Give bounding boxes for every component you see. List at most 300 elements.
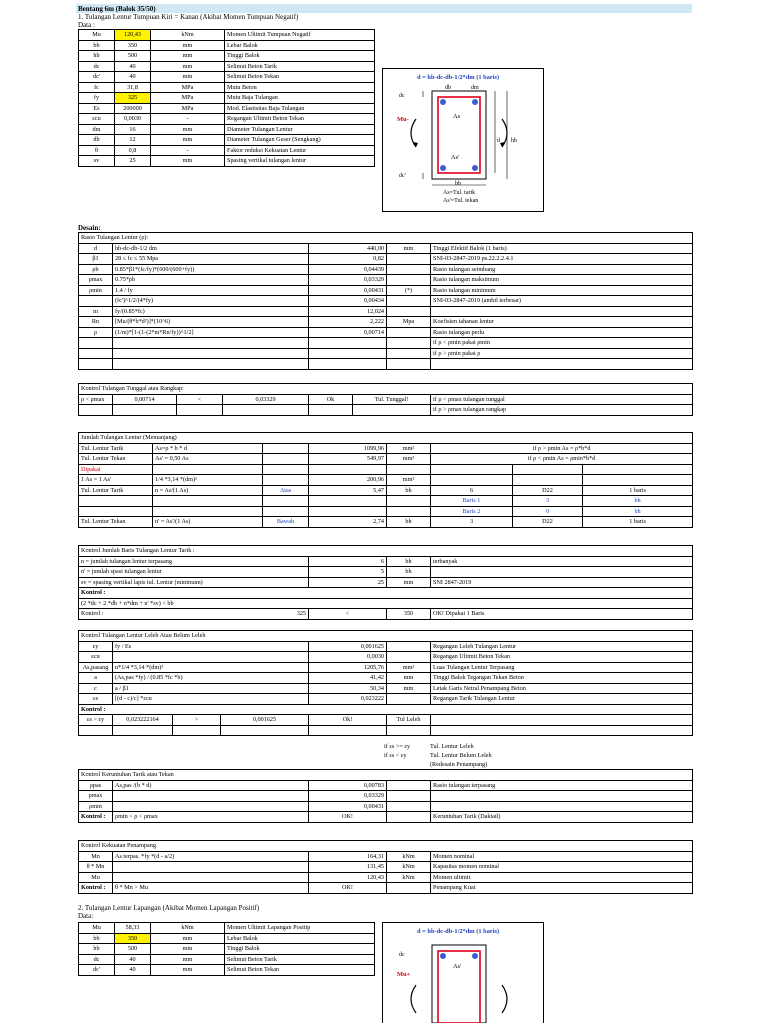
compression-rows: 1 baris [583, 517, 693, 528]
design-description: SNI-03-2847-2019 (ambil terbesar) [431, 296, 693, 307]
label-d: d [497, 138, 500, 144]
yield-formula: (As,pas *fy) / (0.85 *fc *b) [113, 673, 309, 684]
yield-symbol: a [79, 673, 113, 684]
data-unit: mm [151, 40, 225, 51]
failure-value: 0,03329 [309, 791, 387, 802]
design-value: 0,03329 [309, 275, 387, 286]
yield-control-label-row [79, 704, 693, 715]
data-row [79, 93, 375, 104]
spacing-count-value: 5 [309, 567, 387, 578]
used-label: Dipakai [79, 464, 153, 475]
data-row [79, 135, 375, 146]
failure-description [431, 801, 693, 812]
data-value: 0,8 [115, 145, 151, 156]
yield-row [79, 694, 693, 705]
diagram-2-formula: d = hb-dc-db-1/2*dm (1 baris) [417, 928, 500, 935]
single-bar-formula: 1/4 *3,14 *(dm)² [153, 475, 263, 486]
yield-value: 0,0030 [309, 652, 387, 663]
compression-rebar-unit: mm² [387, 454, 431, 465]
data-value: 40 [115, 965, 151, 976]
single-bar-unit: mm² [387, 475, 431, 486]
data-row [79, 933, 375, 944]
failure-description: Rasio tulangan terpasang [431, 780, 693, 791]
diagram-2-label-mu-pos: Mu+ [397, 971, 411, 978]
data-value: 31,8 [115, 82, 151, 93]
data-symbol: Mu [79, 30, 115, 41]
strength-check-table [78, 840, 693, 894]
strength-control-ok: OK! [309, 883, 387, 894]
design-note-1: if ρ < ρmin pakai ρmin [431, 338, 693, 349]
data-description: Regangan Ultimit Beton Tekan [225, 114, 375, 125]
yield-description: Regangan Ultimit Beton Tekan [431, 652, 693, 663]
bar-count-value: 6 [309, 556, 387, 567]
data-unit: mm [151, 51, 225, 62]
failure-title: Kontrol Keruntuhan Tarik atau Tekan [79, 770, 693, 781]
data-row [79, 51, 375, 62]
strength-formula [113, 872, 309, 883]
section-2-data-label: Data: [78, 912, 94, 920]
data-unit: mm [151, 944, 225, 955]
design-title-row [79, 233, 693, 244]
check-ok: Ok [309, 394, 353, 405]
data-value: 0,0030 [115, 114, 151, 125]
data-unit: mm [151, 933, 225, 944]
data-value: 500 [115, 944, 151, 955]
failure-symbol: ρmax [79, 791, 113, 802]
data-row [79, 124, 375, 135]
yield-symbol: c [79, 683, 113, 694]
design-value: 0,00431 [309, 285, 387, 296]
row-count-check-table [78, 545, 693, 620]
empty [431, 359, 693, 370]
yield-row [79, 662, 693, 673]
failure-control-formula: ρmin < ρ < ρmax [113, 812, 309, 823]
data-description: Mod. Elastisitas Baja Tulangan [225, 103, 375, 114]
empty [387, 359, 431, 370]
design-empty-row [79, 359, 693, 370]
data-unit: MPa [151, 93, 225, 104]
data-symbol: dc [79, 954, 115, 965]
data-symbol: Mu [79, 923, 115, 934]
yield-note-1-result: Tul. Lentur Leleh [430, 743, 474, 750]
design-symbol: ρb [79, 264, 113, 275]
check-note-2: if ρ > ρmax tulangan rangkap [431, 405, 693, 416]
design-row [79, 275, 693, 286]
design-formula: [Mu/(θ*b*d²)]*(10^6) [113, 317, 309, 328]
empty [387, 883, 431, 894]
data-unit: mm [151, 124, 225, 135]
design-row [79, 296, 693, 307]
yield-note-2-result: Tul. Lentur Belum Leleh [430, 752, 492, 759]
failure-title-row [79, 770, 693, 781]
data-row [79, 114, 375, 125]
design-symbol: ρmin [79, 285, 113, 296]
data-description: Mutu Baja Tulangan [225, 93, 375, 104]
empty [387, 780, 431, 791]
design-note-row [79, 348, 693, 359]
bar-count-label: n = jumlah tulangan lentur terpasang [79, 556, 309, 567]
data-symbol: θ [79, 145, 115, 156]
strength-description: Momen ultimit [431, 872, 693, 883]
yield-description: Regangan Leleh Tulangan Lentur [431, 641, 693, 652]
data-description: Mutu Beton [225, 82, 375, 93]
data-symbol: bb [79, 40, 115, 51]
yield-note-redesign: (Redesain Penampang) [430, 761, 488, 768]
yield-note-1-condition: if εs >= εy [384, 743, 411, 750]
legend-as: As=Tul. tarik [443, 190, 476, 196]
strength-symbol: Mn [79, 851, 113, 862]
sheet-title: Bentang 6m (Balok 35/50) [78, 5, 156, 13]
yield-unit: mm [387, 683, 431, 694]
design-description: SNI-03-2847-2019 ps.22.2.2.4.1 [431, 254, 693, 265]
data-row [79, 954, 375, 965]
strength-control-formula: θ * Mn > Mu [113, 883, 309, 894]
label-hb: hb [511, 138, 517, 144]
legend-as-prime: As'=Tul. tekan [443, 198, 479, 204]
design-unit: (*) [387, 285, 431, 296]
design-row [79, 243, 693, 254]
yield-row [79, 673, 693, 684]
check-condition: ρ < ρmax [79, 394, 113, 405]
label-dm: dm [471, 85, 479, 91]
yield-unit [387, 694, 431, 705]
design-table [78, 232, 693, 370]
data-value: 500 [115, 51, 151, 62]
strength-symbol: Mu [79, 872, 113, 883]
design-row [79, 327, 693, 338]
data-symbol: εcu [79, 114, 115, 125]
design-note-2: if ρ > ρmin pakai ρ [431, 348, 693, 359]
single-bar-label: 1 As = 1 As' [79, 475, 153, 486]
yield-unit: mm² [387, 662, 431, 673]
tension-count-formula: n = As/(1 As) [153, 485, 263, 496]
data-row [79, 103, 375, 114]
strength-formula: As terpas. *fy *(d - a/2) [113, 851, 309, 862]
vertical-spacing-label: sv = spasing vertikal lapis tul. Lentur (minimum) [79, 577, 309, 588]
design-symbol: Rn [79, 317, 113, 328]
data-description: Selimut Beton Tarik [225, 61, 375, 72]
check-note-1: if ρ < ρmax tulangan tunggal [431, 394, 693, 405]
tension-position: Atas [263, 485, 309, 496]
empty [309, 725, 387, 736]
strength-unit: kNm [387, 862, 431, 873]
yield-symbol: εs [79, 694, 113, 705]
design-symbol [79, 296, 113, 307]
design-label: Desain: [78, 224, 101, 232]
design-unit: mm [387, 243, 431, 254]
design-unit [387, 306, 431, 317]
empty [431, 725, 693, 736]
design-unit: Mpa [387, 317, 431, 328]
check-result: Tul. Tunggal! [353, 394, 431, 405]
design-formula: (1/m)*[1-(1-(2*m*Rn/fy))^1/2] [113, 327, 309, 338]
empty [79, 725, 113, 736]
design-row [79, 306, 693, 317]
yield-row [79, 652, 693, 663]
data-description: Momen Ultimit Lapangan Positip [225, 923, 375, 934]
strength-value: 120,43 [309, 872, 387, 883]
strength-control-row [79, 883, 693, 894]
data-unit: mm [151, 156, 225, 167]
failure-row [79, 801, 693, 812]
rebar-count-table [78, 432, 693, 528]
strength-row [79, 862, 693, 873]
bar-count-note: terbanyak [431, 556, 693, 567]
spacing-count-unit: bh [387, 567, 431, 578]
data-unit: mm [151, 72, 225, 83]
design-formula: 28 ≤ fc ≤ 55 Mpa [113, 254, 309, 265]
strength-value: 164,31 [309, 851, 387, 862]
yield-symbol: εy [79, 641, 113, 652]
title-highlight [76, 4, 692, 13]
failure-control-verdict: Keruntuhan Tarik (Daktail) [431, 812, 693, 823]
yield-value: 0,023222 [309, 694, 387, 705]
label-dc-prime: dc' [399, 173, 406, 179]
compression-rebar-formula: As' = 0,50 As [153, 454, 263, 465]
data-symbol: dm [79, 124, 115, 135]
data-description: Selimut Beton Tekan [225, 965, 375, 976]
section-2-title: 2. Tulangan Lentur Lapangan (Akibat Momen Lapangan Positif) [78, 904, 260, 912]
tension-rebar-note: if ρ > ρmin As = ρ*b*d [431, 443, 693, 454]
compression-count-value: 2,74 [309, 517, 387, 528]
single-double-title: Kontrol Tulangan Tunggal atau Rangkap: [79, 384, 693, 395]
yield-check-table [78, 630, 693, 736]
yield-unit [387, 652, 431, 663]
empty [387, 801, 431, 812]
yield-control-row [79, 715, 693, 726]
yield-empty-row [79, 725, 693, 736]
yield-ok: Ok! [309, 715, 387, 726]
check-value-2: 0,03329 [223, 394, 309, 405]
data-row [79, 30, 375, 41]
yield-note-2-condition: if εs < εy [384, 752, 407, 759]
yield-strain-value: 0,023222164 [113, 715, 173, 726]
label-as-prime: As' [451, 154, 460, 161]
design-formula: hb-dc-db-1/2 dm [113, 243, 309, 254]
label-bb: bb [455, 181, 461, 187]
failure-control-label: Kontrol : [79, 812, 113, 823]
label-as: As [453, 113, 461, 120]
row-1-unit: bh [583, 496, 693, 507]
strength-row [79, 851, 693, 862]
yield-formula: n*1/4 *3,14 *(dm)² [113, 662, 309, 673]
compression-bars-used: 3 [431, 517, 513, 528]
strength-unit: kNm [387, 872, 431, 883]
tension-rebar-formula: As=ρ * b * d [153, 443, 263, 454]
data-value: 40 [115, 61, 151, 72]
single-double-check-table [78, 383, 693, 416]
yield-value: 41,42 [309, 673, 387, 684]
compression-position: Bawah [263, 517, 309, 528]
data-value: 12 [115, 135, 151, 146]
data-description: Lebar Balok [225, 40, 375, 51]
design-unit [387, 264, 431, 275]
yield-condition: εs > εy [79, 715, 113, 726]
empty [387, 338, 431, 349]
design-symbol: d [79, 243, 113, 254]
design-value: 0,00714 [309, 327, 387, 338]
data-unit: mm [151, 61, 225, 72]
data-row [79, 944, 375, 955]
strength-row [79, 872, 693, 883]
row-control-verdict: OK! Dipakai 1 Baris [431, 609, 693, 620]
row-control-value-2: 350 [387, 609, 431, 620]
tension-count-unit: bh [387, 485, 431, 496]
yield-limit-value: 0,001625 [221, 715, 309, 726]
failure-symbol: ρmin [79, 801, 113, 812]
strength-control-verdict: Penampang Kuat [431, 883, 693, 894]
design-unit [387, 254, 431, 265]
empty [113, 348, 309, 359]
empty [309, 359, 387, 370]
design-symbol: β1 [79, 254, 113, 265]
tension-bars-used: 6 [431, 485, 513, 496]
diagram-formula: d = hb-dc-db-1/2*dm (1 baris) [417, 74, 500, 81]
data-table-2 [78, 922, 375, 976]
tension-count-value: 5,47 [309, 485, 387, 496]
data-symbol: fc [79, 82, 115, 93]
data-symbol: bb [79, 933, 115, 944]
data-description: Lebar Balok [225, 933, 375, 944]
data-symbol: Es [79, 103, 115, 114]
data-value: 16 [115, 124, 151, 135]
design-value: 0,04439 [309, 264, 387, 275]
data-value: 350 [115, 933, 151, 944]
yield-title-row [79, 631, 693, 642]
data-unit: kNm [151, 923, 225, 934]
yield-formula [113, 652, 309, 663]
empty [387, 725, 431, 736]
yield-symbol: εcu [79, 652, 113, 663]
vertical-spacing-unit: mm [387, 577, 431, 588]
failure-control-ok: OK! [309, 812, 387, 823]
strength-title: Kontrol Kekuatan Penampang [79, 841, 693, 852]
single-bar-area: 200,96 [309, 475, 387, 486]
data-description: Diameter Tulangan Lentur [225, 124, 375, 135]
data-description: Selimut Beton Tekan [225, 72, 375, 83]
design-title: Rasio Tulangan Lentur (ρ): [79, 233, 693, 244]
empty [387, 348, 431, 359]
section-1-title: 1. Tulangan Lentur Tumpuan Kiri = Kanan (Akibat Momen Tumpuan Negatif) [78, 13, 299, 21]
row-control-result-label: Kontrol : [81, 610, 104, 618]
row-2-label: Baris 2 [431, 506, 513, 517]
tension-rebar-label: Tul. Lentur Tarik [79, 443, 153, 454]
failure-control-row [79, 812, 693, 823]
data-unit: mm [151, 135, 225, 146]
yield-description: Regangan Tarik Tulangan Lentur [431, 694, 693, 705]
tension-rebar-area: 1099,96 [309, 443, 387, 454]
design-description: Rasio tulangan maksimum [431, 275, 693, 286]
yield-unit [387, 641, 431, 652]
design-symbol: ρ [79, 327, 113, 338]
diagram-2-label-dc: dc [399, 952, 405, 958]
tension-count-label: Tul. Lentur Tarik [79, 485, 153, 496]
compression-rebar-area: 549,97 [309, 454, 387, 465]
data-value: 40 [115, 954, 151, 965]
yield-result: Tul Leleh [387, 715, 431, 726]
tension-rebar-unit: mm² [387, 443, 431, 454]
data-row [79, 40, 375, 51]
data-symbol: sv [79, 156, 115, 167]
design-symbol: ρmax [79, 275, 113, 286]
data-row [79, 145, 375, 156]
empty [431, 715, 693, 726]
design-description: Koefisien tahanan lentur [431, 317, 693, 328]
failure-description [431, 791, 693, 802]
strength-description: Momen nominal [431, 851, 693, 862]
tension-rows: 1 baris [583, 485, 693, 496]
label-mu-neg: Mu- [397, 116, 409, 123]
empty [387, 812, 431, 823]
design-unit [387, 327, 431, 338]
label-dc: dc [399, 93, 405, 99]
row-control-label: Kontrol : [79, 588, 693, 599]
label-db: db [445, 85, 451, 91]
design-symbol: m [79, 306, 113, 317]
design-formula: 0.85*β1*(fc/fy)*(600/(600+fy)) [113, 264, 309, 275]
data-unit: mm [151, 965, 225, 976]
data-row [79, 61, 375, 72]
data-row [79, 965, 375, 976]
yield-title: Kontrol Tulangan Lentur Leleh Atau Belum Leleh [79, 631, 693, 642]
failure-check-table [78, 769, 693, 823]
data-description: Tinggi Balok [225, 51, 375, 62]
yield-formula: [(d - c)/c] *εcu [113, 694, 309, 705]
design-row [79, 264, 693, 275]
row-1-value: 3 [513, 496, 583, 507]
row-1-label: Baris 1 [431, 496, 513, 507]
data-value: 40 [115, 72, 151, 83]
data-symbol: dc' [79, 965, 115, 976]
design-unit [387, 275, 431, 286]
design-description [431, 306, 693, 317]
yield-formula: a / β1 [113, 683, 309, 694]
failure-value: 0,00783 [309, 780, 387, 791]
beam-section-diagram [382, 68, 544, 212]
yield-description: Tinggi Balok Tegangan Tekan Beton [431, 673, 693, 684]
design-description: Rasio tulangan perlu [431, 327, 693, 338]
data-symbol: fy [79, 93, 115, 104]
design-note-row [79, 338, 693, 349]
data-description: Spasing vertikal tulangan lentur [225, 156, 375, 167]
data-symbol: hb [79, 51, 115, 62]
design-description: Tinggi Efektif Balok (1 baris) [431, 243, 693, 254]
row-2-value: 0 [513, 506, 583, 517]
strength-unit: kNm [387, 851, 431, 862]
yield-row [79, 641, 693, 652]
yield-control-label: Kontrol : [79, 704, 693, 715]
data-value: 325 [115, 93, 151, 104]
strength-control-label: Kontrol : [79, 883, 113, 894]
design-formula: (fc')^1/2/(4*fy) [113, 296, 309, 307]
design-value: 2,222 [309, 317, 387, 328]
failure-row [79, 791, 693, 802]
strength-formula [113, 862, 309, 873]
strength-value: 131,45 [309, 862, 387, 873]
empty [79, 338, 113, 349]
vertical-spacing-value: 25 [309, 577, 387, 588]
row-count-title: Kontrol Jumlah Baris Tulangan Lentur Tarik : [79, 546, 693, 557]
empty [79, 348, 113, 359]
data-value: 200000 [115, 103, 151, 114]
data-table-1 [78, 29, 375, 167]
yield-formula: fy / Es [113, 641, 309, 652]
beam-section-diagram-2 [382, 922, 544, 1023]
data-unit: kNm [151, 30, 225, 41]
yield-value: 50,34 [309, 683, 387, 694]
data-value: 58,33 [115, 923, 151, 934]
failure-row [79, 780, 693, 791]
